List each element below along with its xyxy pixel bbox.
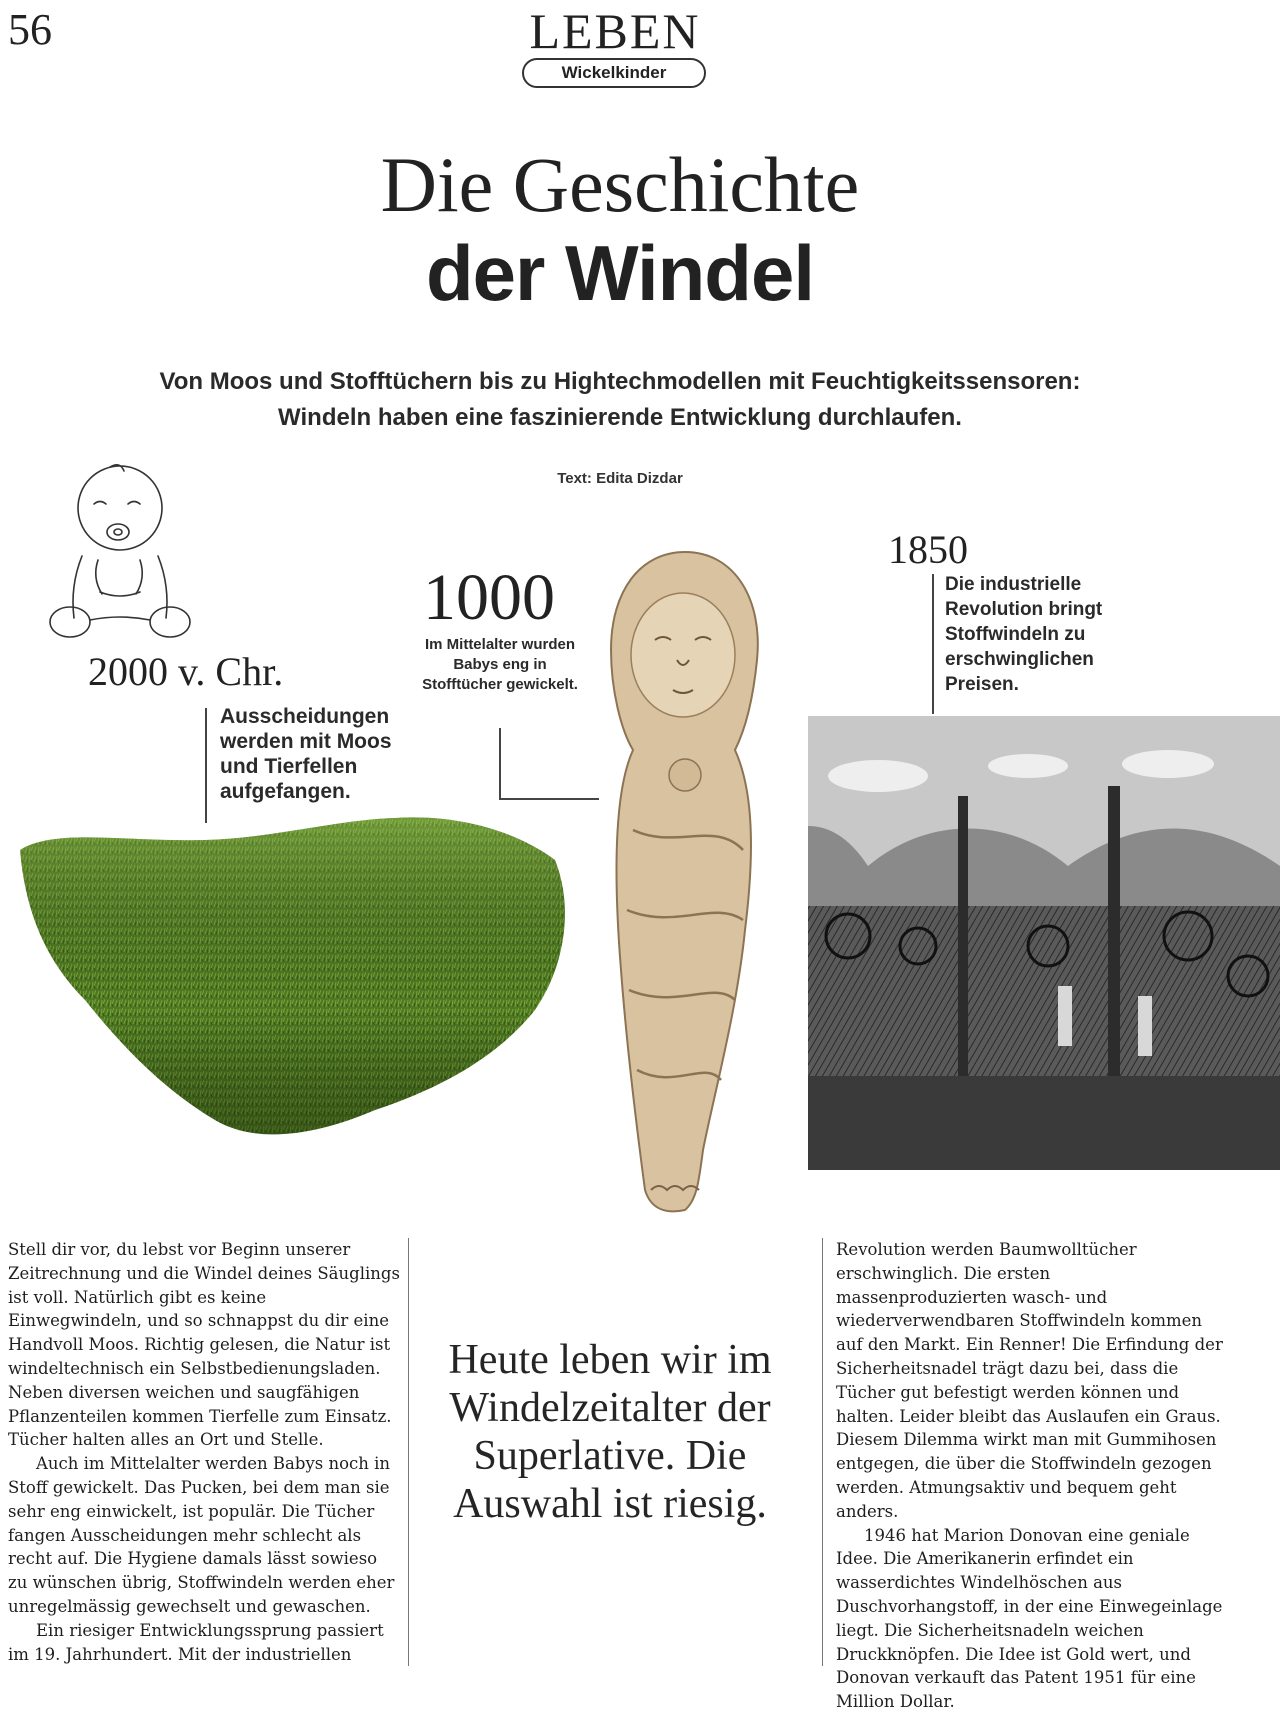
moss-image [15,800,580,1150]
timeline-note-1850: Die industrielle Revolution bringt Stoffwindeln zu erschwinglichen Preisen. [945,574,1103,695]
body-paragraph: Revolution werden Baumwolltücher erschwinglich. Die ersten massenproduzierten wasch- und wiederverwendbaren Stoffwindeln kommen auf den Markt. Ein Renner! Die Erfindung der Sicherheitsnadel trägt dazu bei, dass die Tücher gut befestigt werden können und halten. Leider bleibt das Auslaufen ein Graus. Diesem Dilemma wirkt man mit Gummihosen entgegen, die über die Stoffwindeln gezogen werden. Atmungsaktiv und bequem geht anders. [836,1240,1223,1521]
column-divider-left [408,1238,409,1666]
headline-line-2: der Windel [426,229,814,317]
timeline-note-2000-bc: Ausscheidungen werden mit Moos und Tierfellen aufgefangen. [220,705,392,803]
section-tag: Wickelkinder [522,58,706,88]
timeline-year-1000: 1000 [423,561,555,634]
leader-line-1000-horizontal [499,798,599,800]
column-divider-right [822,1238,823,1666]
headline-line-1: Die Geschichte [380,141,860,228]
body-paragraph: 1946 hat Marion Donovan eine geniale Idee. Die Amerikanerin erfindet ein wasserdichtes Windelhöschen aus Duschvorhangstoff, in der eine Einwegeinlage liegt. Die Sicherheitsnadeln weichen Druckknöpfen. Die Idee ist Gold wert, und Donovan verkauft das Patent 1951 für eine Million Dollar. [836,1525,1223,1712]
section-title: LEBEN [529,3,701,59]
lead-paragraph [60,364,1180,436]
page-number: 56 [8,5,52,54]
pull-quote: Heute leben wir im Windelzeitalter der Superlative. Die Auswahl ist riesig. [448,1337,772,1527]
lead-line-1: Von Moos und Stofftüchern bis zu Hightechmodellen mit Feuchtigkeitssensoren: [159,368,1081,395]
leader-line-1850 [932,574,934,714]
timeline-note-1000: Im Mittelalter wurden Babys eng in Stofftücher gewickelt. [422,636,578,693]
lead-line-2: Windeln haben eine faszinierende Entwicklung durchlaufen. [278,404,962,431]
baby-icon [40,460,200,650]
leader-line-1000-vertical [499,728,501,798]
timeline-year-2000-bc: 2000 v. Chr. [88,649,284,694]
textile-factory-engraving-image [808,716,1280,1170]
body-paragraph: Ein riesiger Entwicklungssprung passiert im 19. Jahrhundert. Mit der industriellen [8,1620,384,1664]
body-paragraph: Stell dir vor, du lebst vor Beginn unserer Zeitrechnung und die Windel deines Säuglings ist voll. Natürlich gibt es keine Einwegwindeln, und so schnappst du dir eine Handvoll Moos. Richtig gelesen, die Natur ist windeltechnisch ein Selbstbedienungsladen. Neben diversen weichen und saugfähigen Pflanzenteilen kommen Tierfelle zum Einsatz. Tücher halten alles an Ort und Stelle. [8,1240,400,1450]
body-column-right [836,1238,1226,1714]
timeline-year-1850: 1850 [888,527,968,572]
body-column-left [8,1238,400,1666]
byline: Text: Edita Dizdar [557,470,683,487]
swaddled-baby-figurine-image [585,550,785,1220]
leader-line-2000 [205,708,207,823]
body-paragraph: Auch im Mittelalter werden Babys noch in Stoff gewickelt. Das Pucken, bei dem man sie sehr eng einwickelt, ist populär. Die Tücher fangen Ausscheidungen mehr schlecht als recht auf. Die Hygiene damals lässt sowieso zu wünschen übrig, Stoffwindeln werden eher unregelmässig gewechselt und gewaschen. [8,1454,395,1616]
